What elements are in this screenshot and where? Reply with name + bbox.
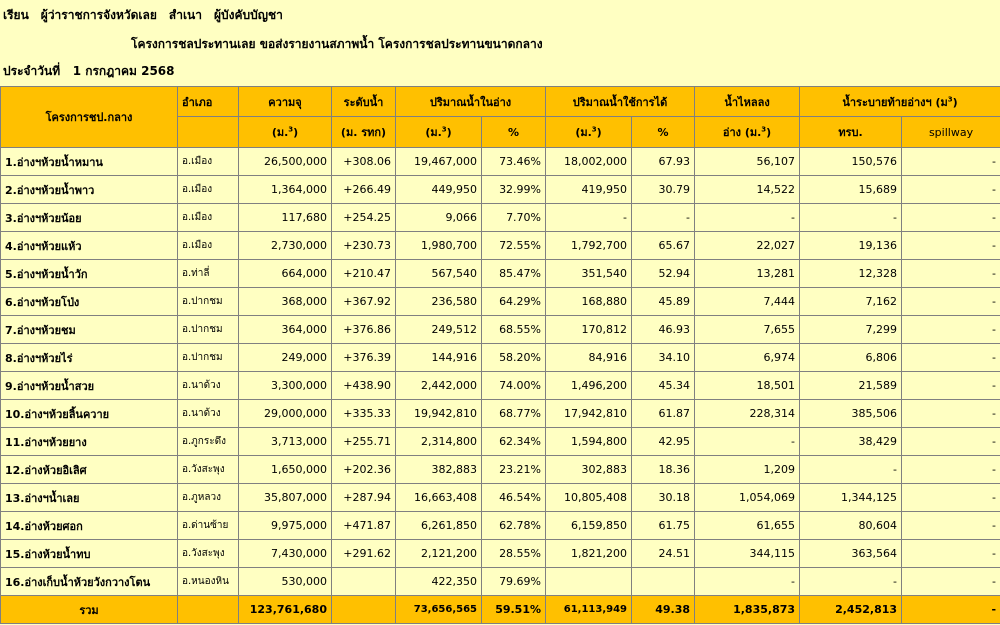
row-level: +335.33: [332, 400, 396, 428]
unit-sup: 3: [761, 125, 767, 134]
row-inflow: 1,209: [695, 456, 800, 484]
row-storage-pct: 62.34%: [482, 428, 546, 456]
row-level: +202.36: [332, 456, 396, 484]
total-row: [1, 596, 1000, 624]
row-spillway: -: [902, 176, 1000, 204]
row-district: อ.วังสะพุง: [178, 456, 239, 484]
row-inflow: -: [695, 568, 800, 596]
row-capacity: 1,364,000: [239, 176, 332, 204]
row-storage: 1,980,700: [396, 232, 482, 260]
row-capacity: 29,000,000: [239, 400, 332, 428]
col-outflow-spillway: spillway: [902, 117, 1000, 148]
table-row: [1, 568, 1000, 596]
to-recipient: ผู้ว่าราชการจังหวัดเลย: [40, 8, 157, 22]
table-row: [1, 484, 1000, 512]
unit-close: ): [952, 95, 958, 109]
row-usable: 6,159,850: [546, 512, 632, 540]
row-capacity: 249,000: [239, 344, 332, 372]
row-usable: 170,812: [546, 316, 632, 344]
row-inflow: 7,655: [695, 316, 800, 344]
row-gate: -: [800, 568, 902, 596]
row-storage-pct: 85.47%: [482, 260, 546, 288]
row-name: 13.อ่างฯน้ำเลย: [1, 484, 178, 512]
row-name: 7.อ่างฯห้วยชม: [1, 316, 178, 344]
row-usable: 1,594,800: [546, 428, 632, 456]
col-project: โครงการชป.กลาง: [1, 87, 178, 148]
row-name: 3.อ่างฯห้วยน้อย: [1, 204, 178, 232]
row-inflow: 228,314: [695, 400, 800, 428]
row-inflow: 14,522: [695, 176, 800, 204]
row-capacity: 1,650,000: [239, 456, 332, 484]
row-level: +367.92: [332, 288, 396, 316]
row-capacity: 117,680: [239, 204, 332, 232]
row-usable: 351,540: [546, 260, 632, 288]
copy-label: สำเนา: [168, 8, 202, 22]
table-row: [1, 148, 1000, 176]
row-usable-pct: 61.75: [632, 512, 695, 540]
row-usable: [546, 568, 632, 596]
row-storage-pct: 74.00%: [482, 372, 546, 400]
row-usable: 168,880: [546, 288, 632, 316]
table-row: [1, 288, 1000, 316]
row-level: +308.06: [332, 148, 396, 176]
row-usable-pct: -: [632, 204, 695, 232]
row-district: อ.หนองหิน: [178, 568, 239, 596]
row-gate: 80,604: [800, 512, 902, 540]
row-spillway: -: [902, 204, 1000, 232]
row-usable: 10,805,408: [546, 484, 632, 512]
col-inflow-unit: [695, 117, 800, 148]
col-storage-unit: [396, 117, 482, 148]
row-level: +287.94: [332, 484, 396, 512]
row-district: อ.ด่านซ้าย: [178, 512, 239, 540]
row-storage-pct: 79.69%: [482, 568, 546, 596]
unit-close: ): [766, 126, 772, 139]
row-usable: 1,821,200: [546, 540, 632, 568]
col-outflow-gate: ทรบ.: [800, 117, 902, 148]
total-usable-pct: 49.38: [632, 596, 695, 624]
report-date: [3, 62, 175, 81]
col-level: ระดับน้ำ: [332, 87, 396, 117]
row-gate: 12,328: [800, 260, 902, 288]
table-row: [1, 260, 1000, 288]
row-usable: 17,942,810: [546, 400, 632, 428]
unit-text: (ม.: [575, 126, 592, 139]
row-level: +438.90: [332, 372, 396, 400]
unit-sup: 3: [288, 125, 294, 134]
row-storage: 2,314,800: [396, 428, 482, 456]
row-gate: 7,299: [800, 316, 902, 344]
row-inflow: 6,974: [695, 344, 800, 372]
row-storage: 6,261,850: [396, 512, 482, 540]
unit-sup: 3: [441, 125, 447, 134]
row-gate: 385,506: [800, 400, 902, 428]
row-inflow: 22,027: [695, 232, 800, 260]
row-usable: 84,916: [546, 344, 632, 372]
row-gate: 7,162: [800, 288, 902, 316]
row-storage-pct: 46.54%: [482, 484, 546, 512]
row-storage: 236,580: [396, 288, 482, 316]
unit-text: (ม.: [425, 126, 442, 139]
col-storage-pct: %: [482, 117, 546, 148]
row-capacity: 664,000: [239, 260, 332, 288]
row-gate: 150,576: [800, 148, 902, 176]
total-label: รวม: [1, 596, 178, 624]
row-spillway: -: [902, 428, 1000, 456]
row-storage: 449,950: [396, 176, 482, 204]
row-district: อ.ภูหลวง: [178, 484, 239, 512]
col-usable: ปริมาณน้ำใช้การได้: [546, 87, 695, 117]
row-usable: 1,496,200: [546, 372, 632, 400]
row-usable-pct: 45.34: [632, 372, 695, 400]
row-district: อ.นาด้วง: [178, 372, 239, 400]
row-name: 5.อ่างฯห้วยน้ำวัก: [1, 260, 178, 288]
table-row: [1, 400, 1000, 428]
unit-text: อ่าง (ม.: [722, 126, 762, 139]
row-level: +255.71: [332, 428, 396, 456]
row-level: +230.73: [332, 232, 396, 260]
row-inflow: -: [695, 204, 800, 232]
row-name: 4.อ่างฯห้วยแห้ว: [1, 232, 178, 260]
row-level: +376.39: [332, 344, 396, 372]
row-spillway: -: [902, 316, 1000, 344]
row-district: อ.เมือง: [178, 148, 239, 176]
row-district: อ.เมือง: [178, 176, 239, 204]
row-level: +254.25: [332, 204, 396, 232]
total-gate: 2,452,813: [800, 596, 902, 624]
copy-recipient: ผู้บังคับบัญชา: [214, 8, 283, 22]
report-addressee: [3, 6, 283, 25]
col-level-unit: (ม. รทก): [332, 117, 396, 148]
to-label: เรียน: [3, 8, 29, 22]
row-storage-pct: 58.20%: [482, 344, 546, 372]
row-spillway: -: [902, 148, 1000, 176]
row-level: +210.47: [332, 260, 396, 288]
row-capacity: 530,000: [239, 568, 332, 596]
row-level: +471.87: [332, 512, 396, 540]
row-storage-pct: 32.99%: [482, 176, 546, 204]
date-label: ประจำวันที่: [3, 64, 61, 78]
table-row: [1, 232, 1000, 260]
row-storage-pct: 7.70%: [482, 204, 546, 232]
row-usable-pct: [632, 568, 695, 596]
row-capacity: 7,430,000: [239, 540, 332, 568]
row-gate: -: [800, 204, 902, 232]
row-district: อ.ปากชม: [178, 288, 239, 316]
row-storage: 567,540: [396, 260, 482, 288]
row-storage: 2,121,200: [396, 540, 482, 568]
row-inflow: 344,115: [695, 540, 800, 568]
row-inflow: 56,107: [695, 148, 800, 176]
col-outflow: [800, 87, 1000, 117]
row-storage-pct: 68.77%: [482, 400, 546, 428]
row-level: +291.62: [332, 540, 396, 568]
table-row: [1, 456, 1000, 484]
row-usable: -: [546, 204, 632, 232]
row-capacity: 364,000: [239, 316, 332, 344]
row-name: 1.อ่างฯห้วยน้ำหมาน: [1, 148, 178, 176]
row-district: อ.ท่าลี่: [178, 260, 239, 288]
col-usable-pct: %: [632, 117, 695, 148]
row-name: 11.อ่างฯห้วยยาง: [1, 428, 178, 456]
row-spillway: -: [902, 568, 1000, 596]
table-header: [1, 87, 1000, 148]
row-storage: 9,066: [396, 204, 482, 232]
row-level: +376.86: [332, 316, 396, 344]
total-capacity: 123,761,680: [239, 596, 332, 624]
row-usable-pct: 30.18: [632, 484, 695, 512]
row-name: 10.อ่างฯห้วยลิ้นควาย: [1, 400, 178, 428]
table-row: [1, 428, 1000, 456]
total-level: [332, 596, 396, 624]
row-name: 6.อ่างฯห้วยโป่ง: [1, 288, 178, 316]
row-inflow: 13,281: [695, 260, 800, 288]
unit-text: (ม.: [271, 126, 289, 139]
col-storage: ปริมาณน้ำในอ่าง: [396, 87, 546, 117]
row-spillway: -: [902, 540, 1000, 568]
row-name: 16.อ่างเก็บน้ำห้วยวังกวางโตน: [1, 568, 178, 596]
table-row: [1, 512, 1000, 540]
total-storage: 73,656,565: [396, 596, 482, 624]
row-inflow: 1,054,069: [695, 484, 800, 512]
total-inflow: 1,835,873: [695, 596, 800, 624]
row-spillway: -: [902, 260, 1000, 288]
row-capacity: 3,713,000: [239, 428, 332, 456]
report-subtitle: โครงการชลประทานเลย ขอส่งรายงานสภาพน้ำ โครงการชลประทานขนาดกลาง: [131, 37, 543, 51]
row-inflow: 18,501: [695, 372, 800, 400]
row-district: อ.นาด้วง: [178, 400, 239, 428]
row-district: อ.เมือง: [178, 232, 239, 260]
row-gate: 6,806: [800, 344, 902, 372]
col-district: อำเภอ: [178, 87, 239, 117]
unit-sup: 3: [591, 125, 597, 134]
table-row: [1, 540, 1000, 568]
row-storage: 422,350: [396, 568, 482, 596]
table-row: [1, 204, 1000, 232]
row-storage-pct: 23.21%: [482, 456, 546, 484]
unit-close: ): [596, 126, 602, 139]
row-usable-pct: 30.79: [632, 176, 695, 204]
row-spillway: -: [902, 344, 1000, 372]
row-usable-pct: 42.95: [632, 428, 695, 456]
row-storage-pct: 62.78%: [482, 512, 546, 540]
row-usable-pct: 24.51: [632, 540, 695, 568]
row-spillway: -: [902, 232, 1000, 260]
row-usable: 18,002,000: [546, 148, 632, 176]
row-usable-pct: 65.67: [632, 232, 695, 260]
row-inflow: 61,655: [695, 512, 800, 540]
col-capacity: ความจุ: [239, 87, 332, 117]
row-capacity: 368,000: [239, 288, 332, 316]
row-district: อ.วังสะพุง: [178, 540, 239, 568]
row-capacity: 26,500,000: [239, 148, 332, 176]
row-district: อ.ปากชม: [178, 344, 239, 372]
row-usable: 302,883: [546, 456, 632, 484]
col-outflow-label: น้ำระบายท้ายอ่างฯ (ม: [842, 95, 948, 109]
row-storage: 144,916: [396, 344, 482, 372]
row-usable-pct: 67.93: [632, 148, 695, 176]
row-gate: 19,136: [800, 232, 902, 260]
date-value: 1 กรกฎาคม 2568: [72, 64, 175, 78]
table-row: [1, 344, 1000, 372]
row-storage-pct: 68.55%: [482, 316, 546, 344]
table-footer: [1, 596, 1000, 624]
row-gate: 21,589: [800, 372, 902, 400]
total-usable: 61,113,949: [546, 596, 632, 624]
reservoir-table: [0, 86, 1000, 624]
row-storage: 19,942,810: [396, 400, 482, 428]
row-storage-pct: 73.46%: [482, 148, 546, 176]
row-usable-pct: 45.89: [632, 288, 695, 316]
total-district: [178, 596, 239, 624]
row-storage-pct: 64.29%: [482, 288, 546, 316]
row-spillway: -: [902, 512, 1000, 540]
row-name: 14.อ่างห้วยศอก: [1, 512, 178, 540]
row-storage: 2,442,000: [396, 372, 482, 400]
row-gate: -: [800, 456, 902, 484]
row-gate: 38,429: [800, 428, 902, 456]
row-spillway: -: [902, 288, 1000, 316]
col-inflow: น้ำไหลลง: [695, 87, 800, 117]
row-spillway: -: [902, 372, 1000, 400]
row-storage: 249,512: [396, 316, 482, 344]
row-level: +266.49: [332, 176, 396, 204]
total-spillway: -: [902, 596, 1000, 624]
unit-close: ): [446, 126, 452, 139]
unit-sup: 3: [947, 94, 953, 103]
row-district: อ.ปากชม: [178, 316, 239, 344]
row-gate: 15,689: [800, 176, 902, 204]
table-row: [1, 372, 1000, 400]
row-usable-pct: 18.36: [632, 456, 695, 484]
row-gate: 363,564: [800, 540, 902, 568]
row-usable: 419,950: [546, 176, 632, 204]
row-gate: 1,344,125: [800, 484, 902, 512]
row-storage: 19,467,000: [396, 148, 482, 176]
row-usable-pct: 52.94: [632, 260, 695, 288]
row-inflow: 7,444: [695, 288, 800, 316]
total-storage-pct: 59.51%: [482, 596, 546, 624]
row-district: อ.ภูกระดึง: [178, 428, 239, 456]
row-name: 15.อ่างห้วยน้ำทบ: [1, 540, 178, 568]
table-row: [1, 316, 1000, 344]
row-level: [332, 568, 396, 596]
row-spillway: -: [902, 456, 1000, 484]
row-usable-pct: 61.87: [632, 400, 695, 428]
row-inflow: -: [695, 428, 800, 456]
col-district-sub: [178, 117, 239, 148]
row-usable-pct: 34.10: [632, 344, 695, 372]
table-body: [1, 148, 1000, 596]
table-row: [1, 176, 1000, 204]
row-capacity: 35,807,000: [239, 484, 332, 512]
row-storage: 382,883: [396, 456, 482, 484]
row-spillway: -: [902, 484, 1000, 512]
unit-close: ): [293, 126, 299, 139]
col-usable-unit: [546, 117, 632, 148]
row-name: 12.อ่างห้วยอิเลิศ: [1, 456, 178, 484]
row-capacity: 9,975,000: [239, 512, 332, 540]
row-storage-pct: 28.55%: [482, 540, 546, 568]
row-name: 8.อ่างฯห้วยไร่: [1, 344, 178, 372]
row-storage: 16,663,408: [396, 484, 482, 512]
row-capacity: 3,300,000: [239, 372, 332, 400]
row-storage-pct: 72.55%: [482, 232, 546, 260]
row-capacity: 2,730,000: [239, 232, 332, 260]
col-capacity-unit: [239, 117, 332, 148]
row-spillway: -: [902, 400, 1000, 428]
row-name: 2.อ่างฯห้วยน้ำพาว: [1, 176, 178, 204]
row-usable-pct: 46.93: [632, 316, 695, 344]
row-name: 9.อ่างฯห้วยน้ำสวย: [1, 372, 178, 400]
row-usable: 1,792,700: [546, 232, 632, 260]
row-district: อ.เมือง: [178, 204, 239, 232]
